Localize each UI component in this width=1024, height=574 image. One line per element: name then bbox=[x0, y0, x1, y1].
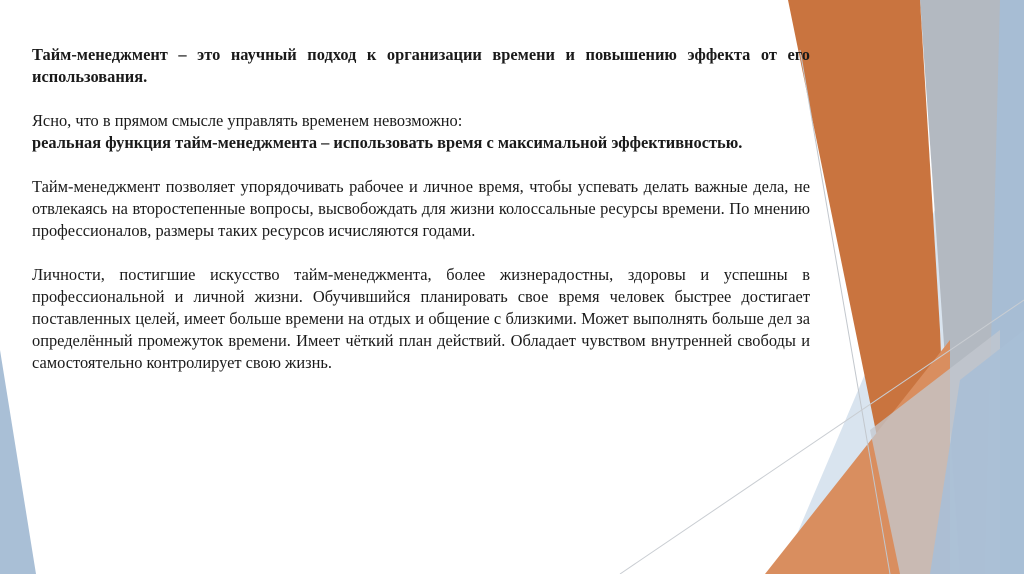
slide-text bbox=[32, 44, 810, 374]
left-blue-shape bbox=[0, 350, 36, 574]
statement-bold: реальная функция тайм-менеджмента – использовать время с максимальной эффективностью. bbox=[32, 133, 743, 152]
paragraph-benefits: Тайм-менеджмент позволяет упорядочивать рабочее и личное время, чтобы успевать делать важные дела, не отвлекаясь на второстепенные вопросы, высвобождать для жизни колоссальные ресурсы времени. По мнению профессионалов, размеры таких ресурсов исчисляются годами. bbox=[32, 177, 810, 240]
definition-text: Тайм-менеджмент – это научный подход к организации времени и повышению эффекта от его использования. bbox=[32, 45, 810, 86]
paragraph-personality: Личности, постигшие искусство тайм-менеджмента, более жизнерадостны, здоровы и успешны в профессиональной и личной жизни. Обучившийся планировать свое время человек быстрее достигает поставленных целей, имеет больше времени на отдых и общение с близкими. Может выполнять больше дел за определённый промежуток времени. Имеет чёткий план действий. Обладает чувством внутренней свободы и самостоятельно контролирует свою жизнь. bbox=[32, 265, 810, 372]
statement-intro: Ясно, что в прямом смысле управлять временем невозможно: bbox=[32, 111, 463, 130]
